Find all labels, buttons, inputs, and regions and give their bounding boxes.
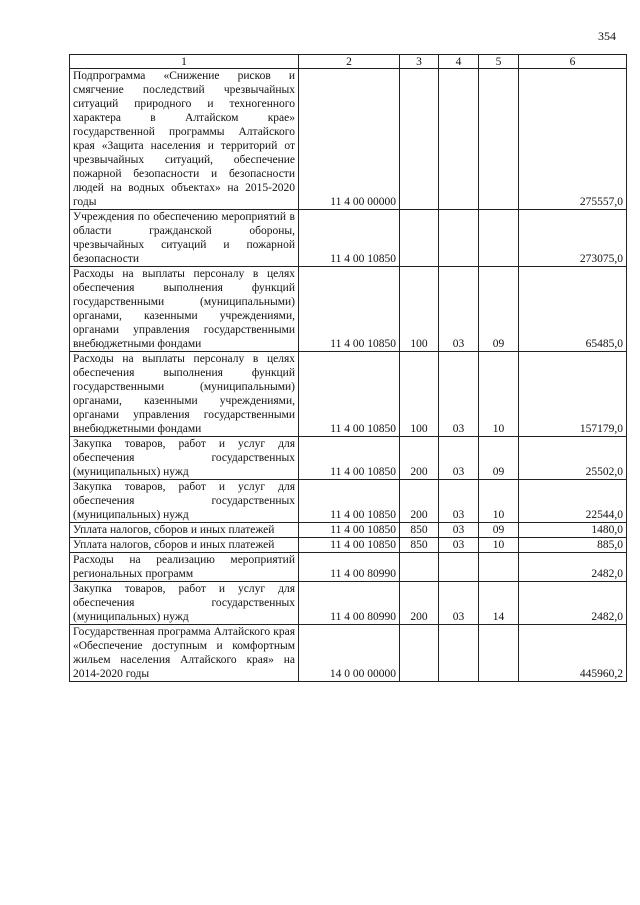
table-row — [70, 210, 627, 267]
column-header-5: 5 — [479, 55, 519, 69]
section-code: 03 — [439, 437, 479, 480]
subsection-code: 10 — [479, 352, 519, 437]
section-code: 03 — [439, 582, 479, 625]
row-name: Закупка товаров, работ и услуг для обеспечения государственных (муниципальных) нужд — [70, 437, 299, 480]
column-header-6: 6 — [519, 55, 627, 69]
table-row — [70, 480, 627, 523]
table-row — [70, 267, 627, 352]
section-code — [439, 210, 479, 267]
row-name: Учреждения по обеспечению мероприятий в области гражданской обороны, чрезвычайных ситуаций и пожарной безопасности — [70, 210, 299, 267]
section-code: 03 — [439, 523, 479, 538]
amount: 885,0 — [519, 538, 627, 553]
table-row — [70, 69, 627, 210]
row-name: Расходы на реализацию мероприятий региональных программ — [70, 553, 299, 582]
expense-type-code: 100 — [400, 267, 439, 352]
section-code: 03 — [439, 352, 479, 437]
target-article-code: 11 4 00 10850 — [299, 267, 400, 352]
expense-type-code: 100 — [400, 352, 439, 437]
expense-type-code: 200 — [400, 437, 439, 480]
amount: 2482,0 — [519, 553, 627, 582]
table-row — [70, 523, 627, 538]
column-header-1: 1 — [70, 55, 299, 69]
section-code — [439, 553, 479, 582]
table-row — [70, 553, 627, 582]
section-code — [439, 69, 479, 210]
column-header-4: 4 — [439, 55, 479, 69]
section-code: 03 — [439, 538, 479, 553]
section-code: 03 — [439, 267, 479, 352]
row-name: Уплата налогов, сборов и иных платежей — [70, 538, 299, 553]
amount: 65485,0 — [519, 267, 627, 352]
budget-table — [69, 54, 627, 682]
section-code: 03 — [439, 480, 479, 523]
target-article-code: 11 4 00 10850 — [299, 480, 400, 523]
target-article-code: 11 4 00 10850 — [299, 352, 400, 437]
subsection-code: 10 — [479, 538, 519, 553]
expense-type-code: 850 — [400, 523, 439, 538]
expense-type-code — [400, 210, 439, 267]
target-article-code: 11 4 00 10850 — [299, 538, 400, 553]
table-row — [70, 625, 627, 682]
amount: 22544,0 — [519, 480, 627, 523]
page-number: 354 — [598, 29, 616, 43]
row-name: Закупка товаров, работ и услуг для обеспечения государственных (муниципальных) нужд — [70, 582, 299, 625]
row-name: Закупка товаров, работ и услуг для обеспечения государственных (муниципальных) нужд — [70, 480, 299, 523]
table-row — [70, 352, 627, 437]
section-code — [439, 625, 479, 682]
target-article-code: 14 0 00 00000 — [299, 625, 400, 682]
subsection-code: 09 — [479, 523, 519, 538]
expense-type-code: 850 — [400, 538, 439, 553]
header-row — [70, 55, 627, 69]
subsection-code — [479, 553, 519, 582]
expense-type-code — [400, 553, 439, 582]
amount: 275557,0 — [519, 69, 627, 210]
expense-type-code: 200 — [400, 480, 439, 523]
row-name: Государственная программа Алтайского края «Обеспечение доступным и комфортным жильем населения Алтайского края» на 2014-2020 годы — [70, 625, 299, 682]
target-article-code: 11 4 00 10850 — [299, 210, 400, 267]
subsection-code — [479, 69, 519, 210]
target-article-code: 11 4 00 80990 — [299, 582, 400, 625]
row-name: Уплата налогов, сборов и иных платежей — [70, 523, 299, 538]
subsection-code: 09 — [479, 267, 519, 352]
table-row — [70, 437, 627, 480]
target-article-code: 11 4 00 00000 — [299, 69, 400, 210]
subsection-code: 09 — [479, 437, 519, 480]
expense-type-code — [400, 69, 439, 210]
target-article-code: 11 4 00 10850 — [299, 437, 400, 480]
table-row — [70, 582, 627, 625]
amount: 445960,2 — [519, 625, 627, 682]
column-header-2: 2 — [299, 55, 400, 69]
amount: 25502,0 — [519, 437, 627, 480]
amount: 157179,0 — [519, 352, 627, 437]
row-name: Подпрограмма «Снижение рисков и смягчение последствий чрезвычайных ситуаций природного и техногенного характера в Алтайском крае» государственной программы Алтайского края «Защита населения и территорий от чрезвычайных ситуаций, обеспечение пожарной безопасности и безопасности людей на водных объектах» на 2015-2020 годы — [70, 69, 299, 210]
subsection-code: 10 — [479, 480, 519, 523]
column-header-3: 3 — [400, 55, 439, 69]
subsection-code — [479, 625, 519, 682]
table-row — [70, 538, 627, 553]
amount: 273075,0 — [519, 210, 627, 267]
target-article-code: 11 4 00 10850 — [299, 523, 400, 538]
expense-type-code: 200 — [400, 582, 439, 625]
row-name: Расходы на выплаты персоналу в целях обеспечения выполнения функций государственными (муниципальными) органами, казенными учреждениями, органами управления государственными внебюджетными фондами — [70, 267, 299, 352]
row-name: Расходы на выплаты персоналу в целях обеспечения выполнения функций государственными (муниципальными) органами, казенными учреждениями, органами управления государственными внебюджетными фондами — [70, 352, 299, 437]
subsection-code — [479, 210, 519, 267]
expense-type-code — [400, 625, 439, 682]
amount: 2482,0 — [519, 582, 627, 625]
table-body — [70, 69, 627, 682]
subsection-code: 14 — [479, 582, 519, 625]
target-article-code: 11 4 00 80990 — [299, 553, 400, 582]
amount: 1480,0 — [519, 523, 627, 538]
